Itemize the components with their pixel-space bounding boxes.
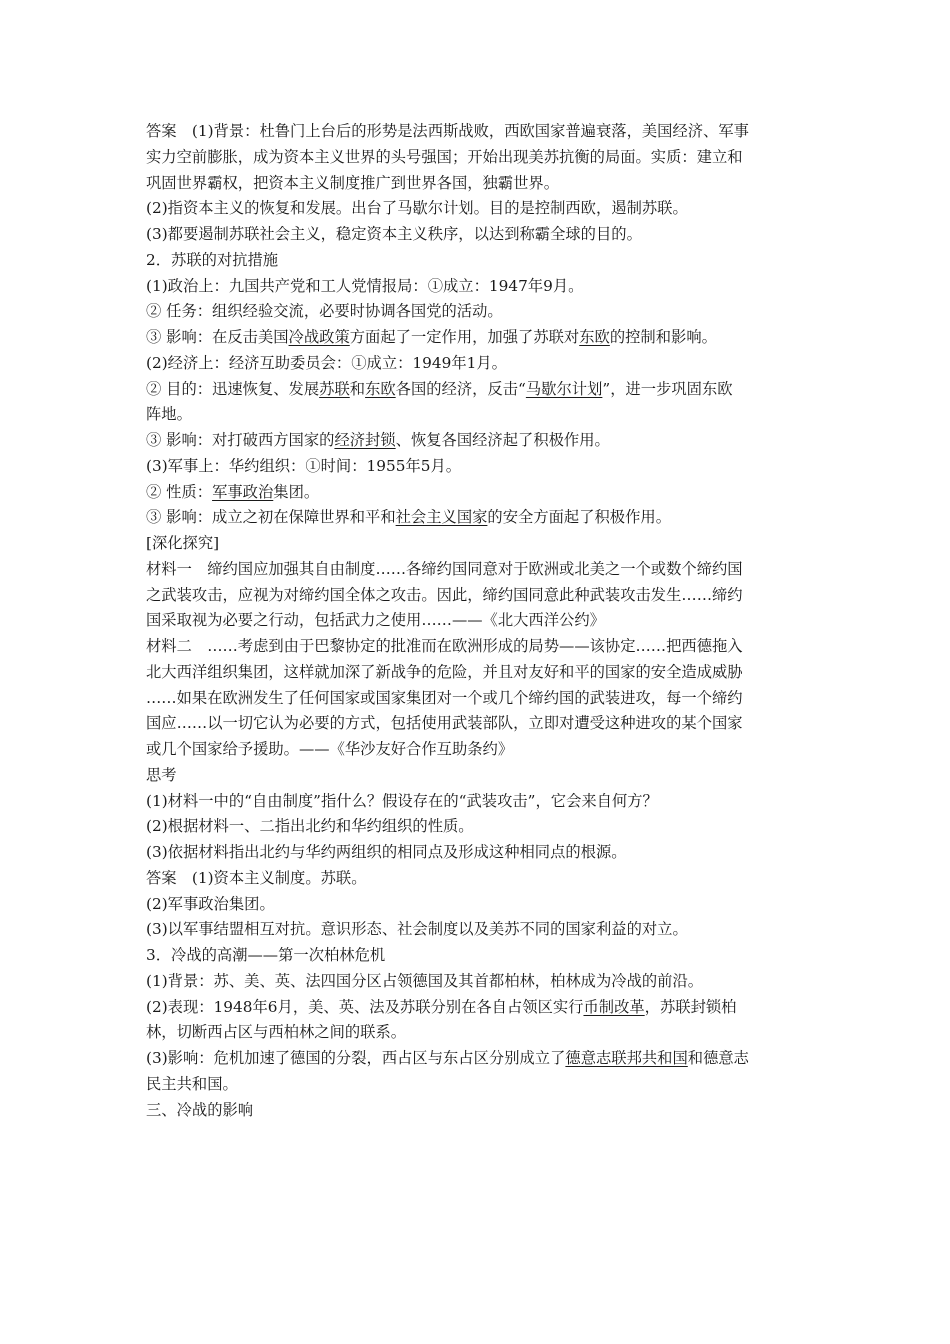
text-line [146,402,806,428]
text-segment: 材料一 缔约国应加强其自由制度……各缔约国同意对于欧洲或北美之一个或数个缔约国 [146,559,743,578]
text-segment: 和德意志 [687,1049,749,1067]
text-segment: 材料二 ……考虑到由于巴黎协定的批准而在欧洲形成的局势——该协定……把西德拖入 [146,637,743,655]
text-segment: (3)依据材料指出北约与华约两组织的相同点及形成这种相同点的根源。 [146,843,627,861]
text-segment: 集团。 [273,482,320,501]
text-line [146,583,806,609]
text-segment: (1)材料一中的“自由制度”指什么？假设存在的“武装攻击”，它会来自何方？ [146,791,658,810]
text-line [146,686,806,712]
underlined-term: 冷战政策 [288,328,350,346]
underlined-term: 军事政治 [212,482,274,501]
text-line [146,171,806,197]
text-segment: 思考 [146,765,177,784]
text-segment: 答案 (1)背景：杜鲁门上台后的形势是法西斯战败，西欧国家普遍衰落，美国经济、军事 [146,122,749,140]
underlined-term: 德意志联邦共和国 [565,1049,688,1067]
text-line [146,531,806,557]
text-line [146,866,806,892]
text-segment: 国采取视为必要之行动，包括武力之使用……——《北大西洋公约》 [146,611,605,630]
text-segment: 的控制和影响。 [609,328,717,346]
text-line [146,969,806,995]
text-line [146,840,806,866]
text-segment: (2)军事政治集团。 [146,894,275,913]
text-line [146,1098,806,1124]
text-line [146,377,806,403]
text-line [146,711,806,737]
text-line [146,274,806,300]
text-line [146,428,806,454]
text-segment: 答案 (1)资本主义制度。苏联。 [146,868,367,887]
text-line [146,505,806,531]
text-segment: ③ 影响：在反击美国 [146,328,289,346]
text-line [146,634,806,660]
text-line [146,299,806,325]
text-line [146,814,806,840]
underlined-term: 东欧 [365,379,396,398]
text-segment: 民主共和国。 [146,1074,238,1093]
text-segment: ……如果在欧洲发生了任何国家或国家集团对一个或几个缔约国的武装进攻，每一个缔约 [146,688,743,707]
text-segment: 巩固世界霸权，把资本主义制度推广到世界各国，独霸世界。 [146,173,560,192]
text-segment: 阵地。 [146,405,192,424]
text-segment: (1)政治上：九国共产党和工人党情报局：①成立：1947年9月。 [146,276,584,295]
text-line [146,351,806,377]
text-line [146,917,806,943]
text-line [146,480,806,506]
text-line [146,608,806,634]
underlined-term: 马歇尔计划 [525,379,603,398]
text-segment: 方面起了一定作用，加强了苏联对 [349,328,580,346]
text-line [146,943,806,969]
underlined-term: 社会主义国家 [395,508,488,527]
text-segment: 或几个国家给予援助。——《华沙友好合作互助条约》 [146,740,514,758]
text-line [146,196,806,222]
text-segment: 3．冷战的高潮——第一次柏林危机 [146,946,386,964]
text-line [146,557,806,583]
text-line [146,1072,806,1098]
text-line [146,660,806,686]
underlined-term: 币制改革 [583,997,645,1016]
text-segment: 北大西洋组织集团，这样就加深了新战争的危险，并且对友好和平的国家的安全造成威胁 [146,662,743,681]
text-line [146,248,806,274]
text-segment: 国应……以一切它认为必要的方式，包括使用武装部队，立即对遭受这种进攻的某个国家 [146,714,743,733]
text-segment: 三、冷战的影响 [146,1100,254,1119]
text-segment: ，苏联封锁柏 [644,997,737,1016]
underlined-term: 东欧 [579,328,610,346]
text-line [146,325,806,351]
text-line [146,119,806,145]
text-segment: 各国的经济，反击“ [395,379,526,398]
text-line [146,1046,806,1072]
text-line [146,454,806,480]
text-segment: 之武装攻击，应视为对缔约国全体之攻击。因此，缔约国同意此种武装攻击发生……缔约 [146,585,743,604]
text-segment: ② 目的：迅速恢复、发展 [146,379,320,398]
text-segment: 和 [349,379,366,398]
text-segment: 实力空前膨胀，成为资本主义世界的头号强国；开始出现美苏抗衡的局面。实质：建立和 [146,147,743,166]
text-segment: (3)影响：危机加速了德国的分裂，西占区与东占区分别成立了 [146,1049,566,1067]
text-segment: (3)军事上：华约组织：①时间：1955年5月。 [146,456,462,475]
text-line [146,763,806,789]
text-segment: 林，切断西占区与西柏林之间的联系。 [146,1023,407,1042]
text-segment: 、恢复各国经济起了积极作用。 [395,431,610,449]
text-segment: (3)以军事结盟相互对抗。意识形态、社会制度以及美苏不同的国家利益的对立。 [146,920,688,939]
text-segment: ③ 影响：对打破西方国家的 [146,431,335,449]
text-segment: (3)都要遏制苏联社会主义，稳定资本主义秩序，以达到称霸全球的目的。 [146,225,642,243]
text-segment: ② 性质： [146,482,213,501]
text-segment: (2)表现：1948年6月，美、英、法及苏联分别在各自占领区实行 [146,997,584,1016]
text-line [146,222,806,248]
text-segment: 2．苏联的对抗措施 [146,250,279,269]
text-segment: [深化探究] [146,534,220,552]
text-segment: (2)根据材料一、二指出北约和华约组织的性质。 [146,817,474,836]
text-segment: (2)指资本主义的恢复和发展。出台了马歇尔计划。目的是控制西欧，遏制苏联。 [146,199,688,218]
text-line [146,892,806,918]
text-line [146,145,806,171]
text-line [146,995,806,1021]
text-line [146,737,806,763]
text-segment: (1)背景：苏、美、英、法四国分区占领德国及其首都柏林，柏林成为冷战的前沿。 [146,971,704,990]
text-line [146,1020,806,1046]
underlined-term: 经济封锁 [334,431,396,449]
text-segment: ② 任务：组织经验交流，必要时协调各国党的活动。 [146,302,503,321]
text-segment: ”，进一步巩固东欧 [602,379,733,398]
text-segment: (2)经济上：经济互助委员会：①成立：1949年1月。 [146,353,507,372]
text-segment: ③ 影响：成立之初在保障世界和平和 [146,508,396,527]
text-line [146,789,806,815]
document-body [146,119,806,1123]
text-segment: 的安全方面起了积极作用。 [487,508,671,527]
underlined-term: 苏联 [319,379,350,398]
